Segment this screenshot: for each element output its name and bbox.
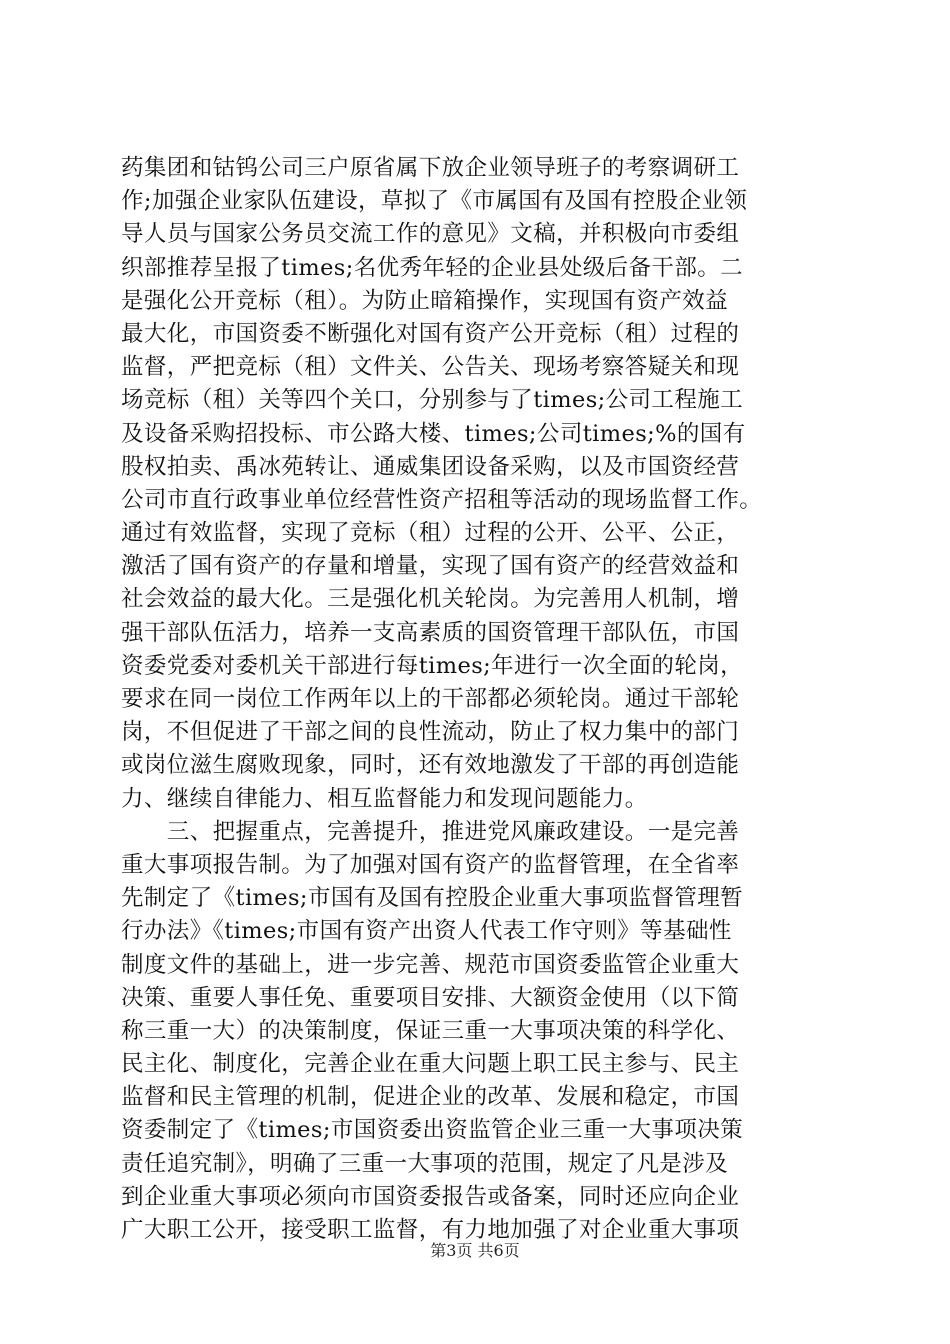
text-line: 资委制定了《times;市国资委出资监管企业三重一大事项决策 [121, 1117, 744, 1144]
text-line: 称三重一大）的决策制度，保证三重一大事项决策的科学化、 [121, 1017, 740, 1044]
page-footer: 第3页 共6页 [430, 1241, 520, 1260]
text-line: 监督和民主管理的机制，促进企业的改革、发展和稳定，市国 [121, 1084, 740, 1111]
body-text [121, 152, 833, 1247]
text-line: 社会效益的最大化。三是强化机关轮岗。为完善用人机制，增 [121, 586, 740, 613]
text-line: 作;加强企业家队伍建设，草拟了《市属国有及国有控股企业领 [121, 188, 748, 215]
text-line: 通过有效监督，实现了竞标（租）过程的公开、公平、公正， [121, 520, 740, 547]
text-line: 行办法》《times;市国有资产出资人代表工作守则》等基础性 [121, 918, 732, 945]
text-line: 场竞标（租）关等四个关口，分别参与了times;公司工程施工 [121, 387, 744, 414]
text-line: 重大事项报告制。为了加强对国有资产的监督管理，在全省率 [121, 851, 740, 878]
text-line: 强干部队伍活力，培养一支高素质的国资管理干部队伍，市国 [121, 619, 740, 646]
text-line: 资委党委对委机关干部进行每times;年进行一次全面的轮岗， [121, 652, 744, 679]
text-line: 到企业重大事项必须向市国资委报告或备案，同时还应向企业 [121, 1183, 740, 1210]
text-line: 先制定了《times;市国有及国有控股企业重大事项监督管理暂 [121, 885, 744, 912]
text-line: 激活了国有资产的存量和增量，实现了国有资产的经营效益和 [121, 553, 740, 580]
text-line: 及设备采购招投标、市公路大楼、times;公司times;%的国有 [121, 420, 746, 447]
text-line: 制度文件的基础上，进一步完善、规范市国资委监管企业重大 [121, 951, 740, 978]
text-line: 织部推荐呈报了times;名优秀年轻的企业县处级后备干部。二 [121, 254, 744, 281]
text-line: 最大化，市国资委不断强化对国有资产公开竞标（租）过程的 [121, 320, 740, 347]
text-line: 要求在同一岗位工作两年以上的干部都必须轮岗。通过干部轮 [121, 686, 740, 712]
text-line: 力、继续自律能力、相互监督能力和发现问题能力。 [121, 785, 648, 812]
text-line: 岗，不但促进了干部之间的良性流动，防止了权力集中的部门 [121, 719, 740, 746]
text-line: 决策、重要人事任免、重要项目安排、大额资金使用（以下简 [121, 984, 740, 1011]
text-line: 药集团和钴钨公司三户原省属下放企业领导班子的考察调研工 [121, 155, 740, 181]
text-line: 三、把握重点，完善提升，推进党风廉政建设。一是完善 [121, 818, 740, 845]
text-line: 责任追究制》，明确了三重一大事项的范围，规定了凡是涉及 [121, 1150, 729, 1177]
text-line: 公司市直行政事业单位经营性资产招租等活动的现场监督工作。 [121, 486, 763, 513]
text-line: 监督，严把竞标（租）文件关、公告关、现场考察答疑关和现 [121, 354, 740, 381]
text-line: 股权拍卖、禹冰苑转让、通威集团设备采购，以及市国资经营 [121, 453, 740, 480]
text-line: 是强化公开竞标（租）。为防止暗箱操作，实现国有资产效益 [121, 287, 729, 314]
text-line: 民主化、制度化，完善企业在重大问题上职工民主参与、民主 [121, 1051, 740, 1078]
text-line: 导人员与国家公务员交流工作的意见》文稿，并积极向市委组 [121, 221, 740, 248]
text-line: 广大职工公开，接受职工监督，有力地加强了对企业重大事项 [121, 1217, 740, 1243]
text-line: 或岗位滋生腐败现象，同时，还有效地激发了干部的再创造能 [121, 752, 740, 779]
